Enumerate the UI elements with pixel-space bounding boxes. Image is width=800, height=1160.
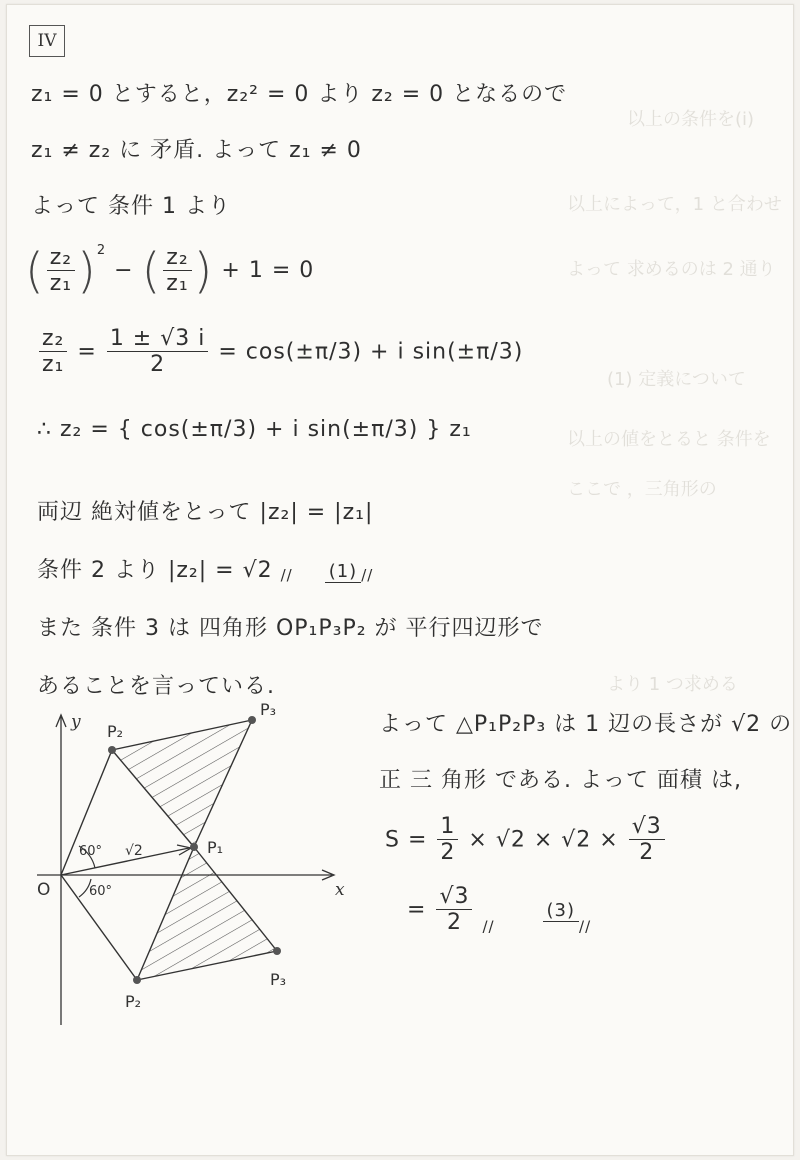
frac-num: 1: [437, 815, 458, 840]
angle-label-bottom: 60°: [89, 884, 113, 899]
ghost-text-7: より 1 つ求める: [607, 674, 738, 695]
area-rhs: × √2 × √2 ×: [468, 827, 619, 853]
answer-label-3: (3): [543, 900, 580, 922]
frac-den: 2: [446, 910, 462, 936]
ghost-text-2: 以上によって，1 と合わせ: [567, 194, 782, 215]
line-equilateral: 正 三 角形 である. よって 面積 は,: [379, 768, 742, 793]
frac-num: 1 ± √3 i: [107, 327, 209, 352]
hatched-triangle-bottom: [137, 847, 277, 980]
ghost-text-4: (1) 定義について: [607, 369, 746, 390]
equation-quadratic: ( $\frac{\text{z₂}}{\text{z₁}}$ )$^2$ − ( $\frac{\text{z₂}}{\text{z₁}}$ ) + 1 = 0: [25, 243, 315, 299]
ghost-text-3: よって 求めるのは 2 通り: [567, 259, 776, 280]
frac-num: z₂: [163, 246, 191, 271]
line-condition-3: また 条件 3 は 四角形 OP₁P₃P₂ が 平行四辺形で: [37, 616, 544, 641]
area-formula: [385, 815, 667, 865]
label-p3-bottom: P₃: [270, 970, 287, 989]
equals: =: [77, 339, 97, 365]
frac-num: z₂: [47, 246, 75, 271]
line-3: よって 条件 1 より: [31, 194, 231, 219]
area-result: [407, 885, 591, 935]
frac-den: z₁: [49, 270, 73, 296]
condition-2-text: 条件 2 より |z₂| = √2: [37, 558, 273, 583]
frac-num: √3: [629, 815, 665, 840]
polar-form: = cos(±π/3) + i sin(±π/3): [218, 339, 524, 365]
label-p2-top: P₂: [107, 722, 124, 741]
frac-den: 2: [639, 840, 655, 866]
line-parallelogram: あることを言っている.: [37, 674, 275, 699]
line-abs: 両辺 絶対値をとって |z₂| = |z₁|: [37, 500, 374, 525]
axis-x-label: x: [335, 880, 345, 900]
label-p2-bottom: P₂: [125, 992, 142, 1011]
frac-den: z₁: [42, 352, 65, 378]
origin-label: O: [37, 880, 51, 900]
line-2: z₁ ≠ z₂ に 矛盾. よって z₁ ≠ 0: [31, 138, 362, 163]
answer-mark: //: [361, 566, 374, 584]
area-lhs: S =: [385, 827, 428, 853]
point-p3-bottom: [273, 947, 281, 955]
line-condition-2: [37, 553, 373, 584]
equation-root: [37, 327, 523, 377]
frac-num: z₂: [39, 327, 67, 352]
ghost-text-1: 以上の条件を(i): [627, 109, 755, 130]
notebook-page: [6, 4, 794, 1156]
frac-num: √3: [436, 885, 472, 910]
answer-mark: //: [579, 917, 592, 936]
label-p3-top: P₃: [260, 700, 277, 719]
complex-plane-diagram: [17, 695, 367, 1035]
point-p1: [190, 843, 198, 851]
line-1: z₁ = 0 とすると，z₂² = 0 より z₂ = 0 となるので: [31, 82, 568, 107]
label-p1: P₁: [207, 838, 224, 857]
angle-label-top: 60°: [79, 844, 103, 859]
answer-mark: //: [280, 566, 293, 584]
point-p2-top: [108, 746, 116, 754]
frac-den: 2: [150, 352, 166, 378]
length-label: √2: [125, 843, 143, 859]
axis-y-label: y: [71, 712, 81, 732]
line-z2-polar: ∴ z₂ = { cos(±π/3) + i sin(±π/3) } z₁: [37, 417, 472, 442]
frac-den: 2: [440, 840, 456, 866]
hatched-triangle-top: [112, 720, 252, 847]
point-p2-bottom: [133, 976, 141, 984]
point-p3-top: [248, 716, 256, 724]
section-label: IV: [29, 25, 65, 57]
answer-label-1: (1): [325, 561, 362, 583]
answer-mark: //: [482, 917, 495, 936]
equation-tail: + 1 = 0: [221, 258, 315, 283]
equals: =: [407, 897, 427, 923]
frac-den: z₁: [166, 270, 189, 296]
ghost-text-5: 以上の値をとると 条件を: [567, 429, 771, 450]
line-triangle: よって △P₁P₂P₃ は 1 辺の長さが √2 の: [379, 712, 793, 737]
ghost-text-6: ここで ，三角形の: [567, 479, 717, 500]
